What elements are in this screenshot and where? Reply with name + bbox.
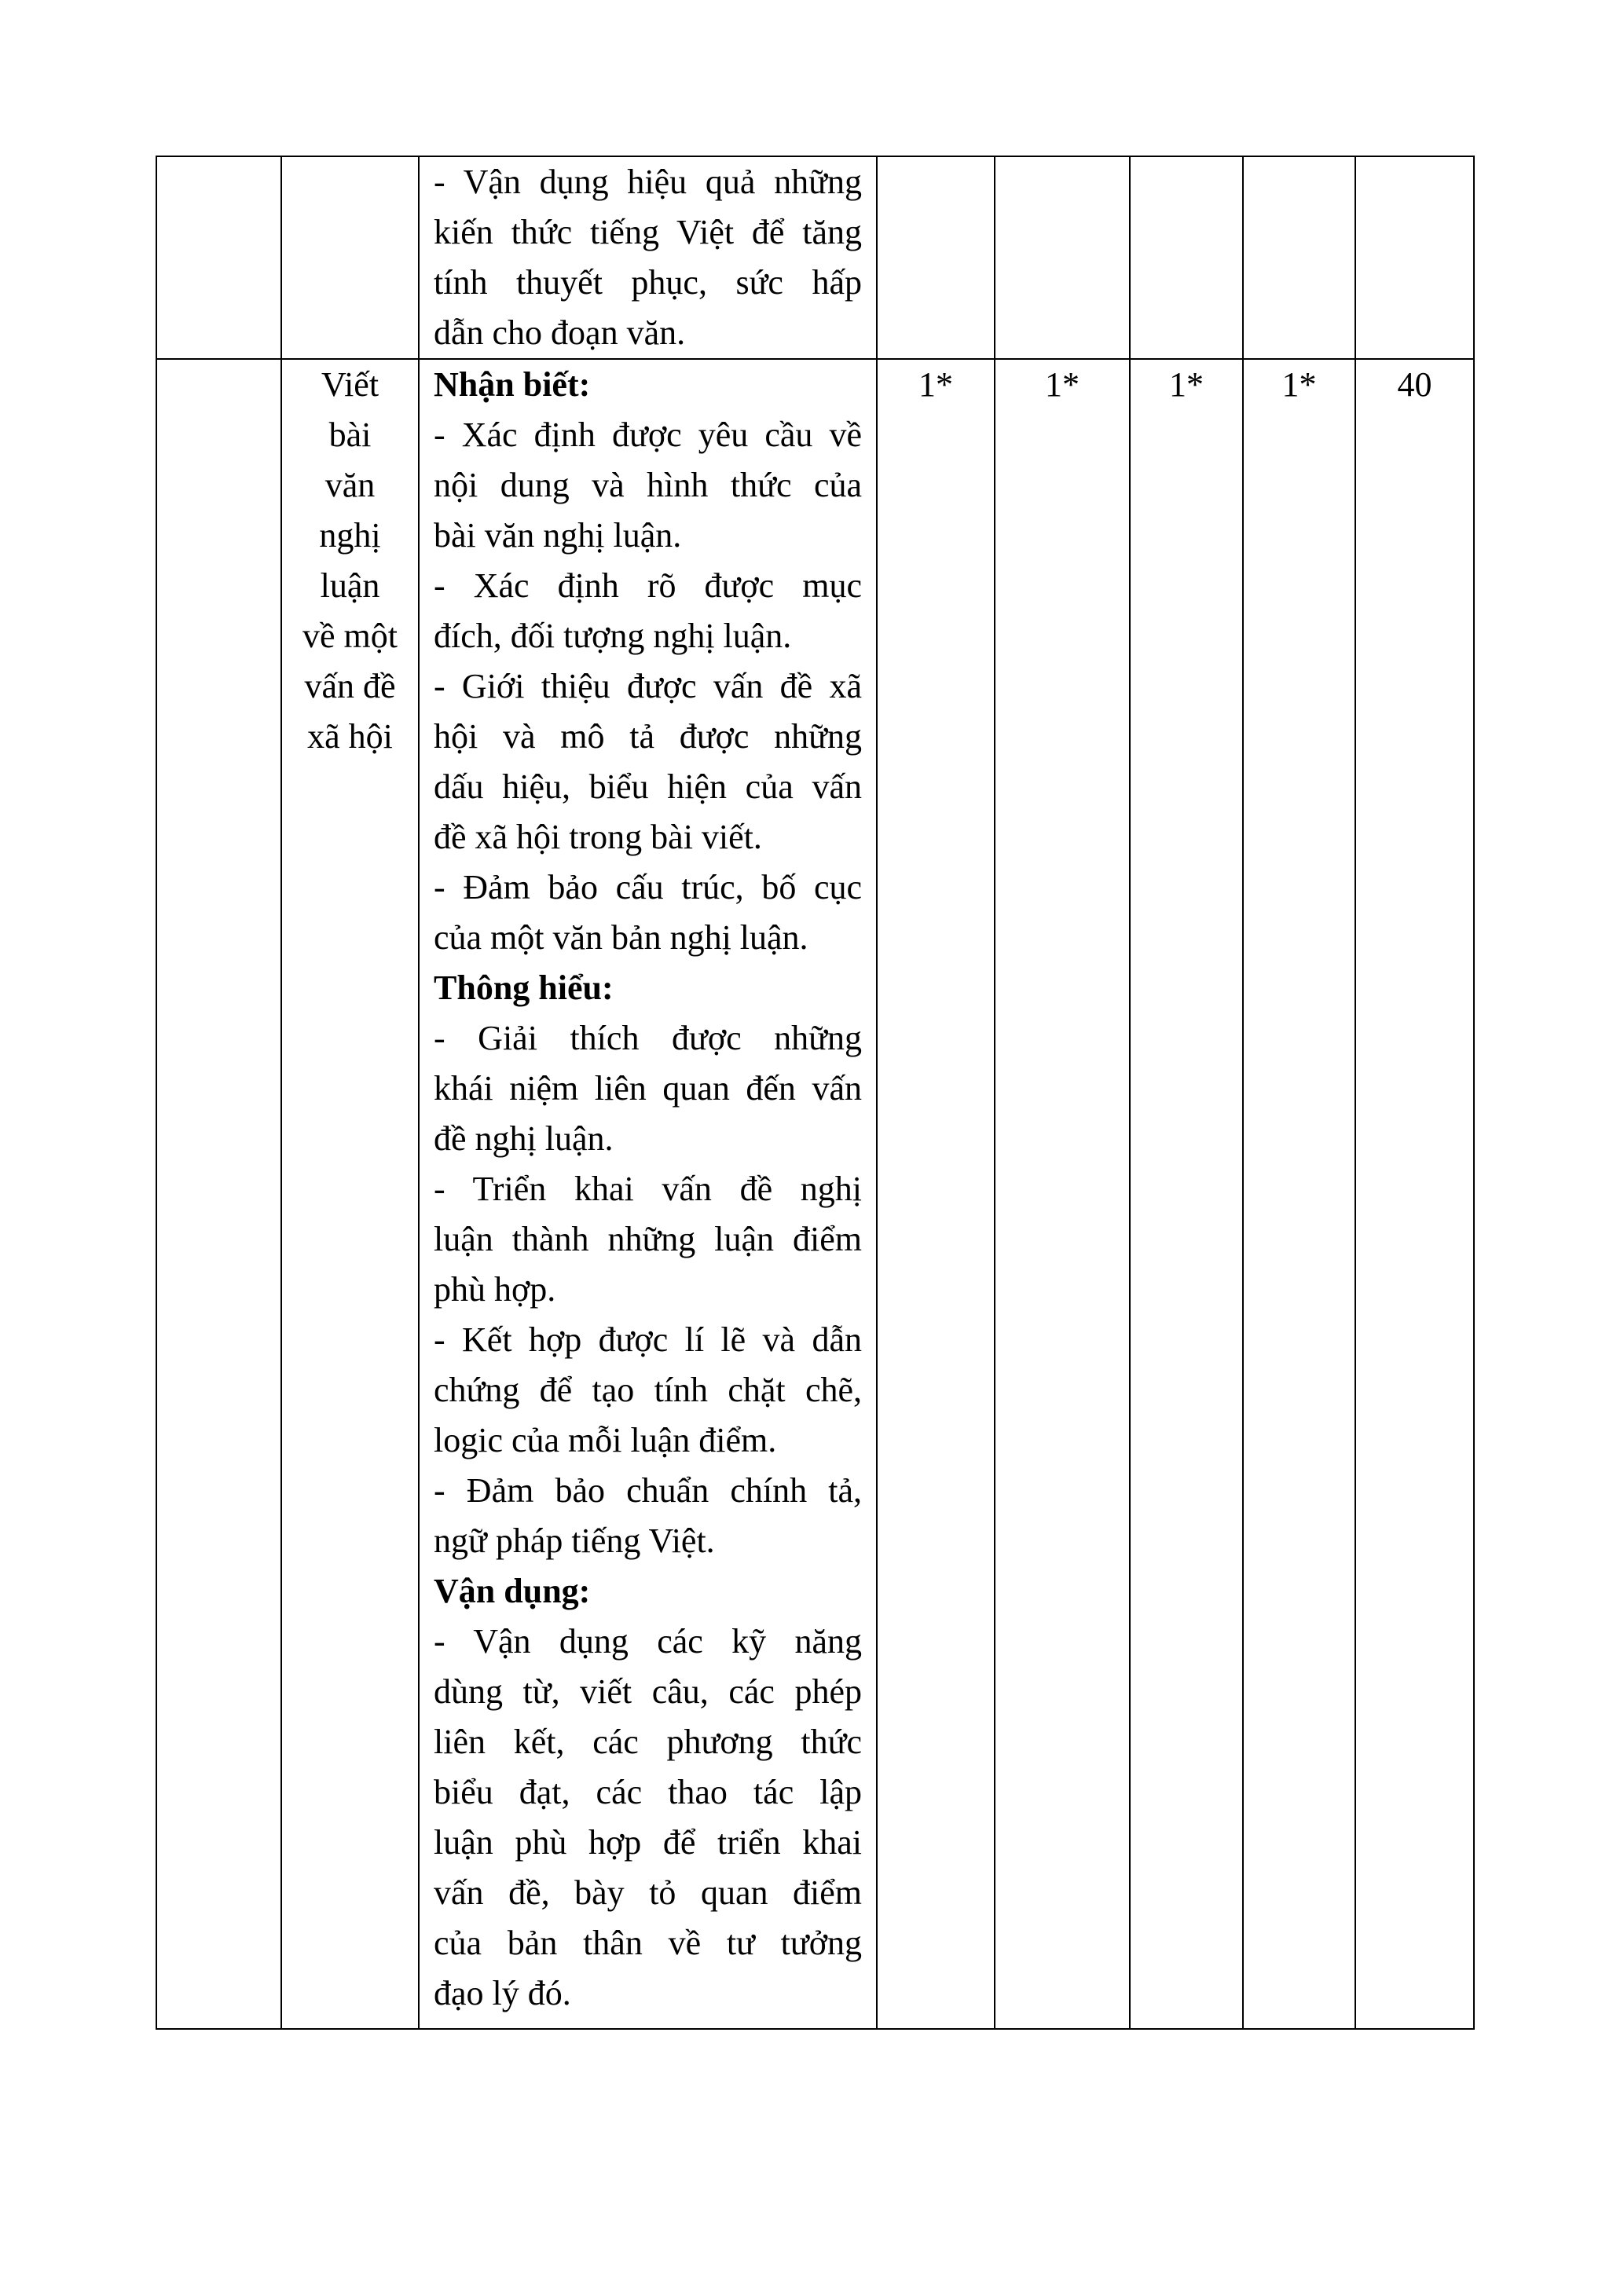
- comprehension-line: khái niệm liên quan đến vấn: [434, 1069, 862, 1108]
- cell-requirements: [419, 359, 877, 2029]
- recognition-heading: Nhận biết:: [434, 365, 591, 404]
- cell-total: 40: [1355, 359, 1474, 2029]
- recognition-line: - Giới thiệu được vấn đề xã: [434, 667, 862, 705]
- recognition-line: - Đảm bảo cấu trúc, bố cục: [434, 868, 862, 906]
- comprehension-line: - Giải thích được những: [434, 1019, 862, 1057]
- application-line: biểu đạt, các thao tác lập: [434, 1773, 862, 1811]
- recognition-line: - Xác định rõ được mục: [434, 566, 862, 605]
- comprehension-line: logic của mỗi luận điểm.: [434, 1421, 777, 1459]
- comprehension-line: - Đảm bảo chuẩn chính tả,: [434, 1471, 862, 1510]
- cell-index: [156, 156, 281, 359]
- cell-count-application: 1*: [1130, 359, 1243, 2029]
- requirement-line: dẫn cho đoạn văn.: [434, 313, 686, 352]
- comprehension-line: đề nghị luận.: [434, 1119, 614, 1158]
- topic-line: vấn đề: [304, 667, 396, 705]
- topic-line: văn: [324, 466, 376, 504]
- cell-count-comprehension: [995, 156, 1130, 359]
- comprehension-line: - Kết hợp được lí lẽ và dẫn: [434, 1320, 862, 1359]
- recognition-line: bài văn nghị luận.: [434, 516, 682, 555]
- assessment-matrix-table: [156, 156, 1475, 2030]
- recognition-line: của một văn bản nghị luận.: [434, 918, 808, 957]
- cell-requirements: [419, 156, 877, 359]
- requirement-line: - Vận dụng hiệu quả những: [434, 163, 862, 201]
- recognition-line: nội dung và hình thức của: [434, 466, 862, 504]
- comprehension-line: ngữ pháp tiếng Việt.: [434, 1522, 715, 1560]
- table-row-continued: [156, 156, 1474, 359]
- cell-count-high-application: [1243, 156, 1355, 359]
- comprehension-line: chứng để tạo tính chặt chẽ,: [434, 1371, 862, 1409]
- recognition-line: đích, đối tượng nghị luận.: [434, 617, 792, 655]
- application-line: của bản thân về tư tưởng: [434, 1924, 862, 1962]
- recognition-line: hội và mô tả được những: [434, 717, 862, 756]
- cell-topic: [281, 156, 419, 359]
- requirement-line: tính thuyết phục, sức hấp: [434, 263, 862, 302]
- application-line: đạo lý đó.: [434, 1974, 571, 2012]
- topic-line: xã hội: [307, 717, 393, 756]
- topic-line: luận: [320, 566, 380, 605]
- cell-count-application: [1130, 156, 1243, 359]
- application-line: - Vận dụng các kỹ năng: [434, 1622, 862, 1661]
- application-line: vấn đề, bày tỏ quan điểm: [434, 1873, 862, 1912]
- topic-line: bài: [328, 416, 372, 454]
- recognition-line: đề xã hội trong bài viết.: [434, 818, 762, 856]
- comprehension-line: - Triển khai vấn đề nghị: [434, 1170, 862, 1208]
- comprehension-line: phù hợp.: [434, 1270, 556, 1309]
- recognition-line: - Xác định được yêu cầu về: [434, 416, 862, 454]
- comprehension-line: luận thành những luận điểm: [434, 1220, 862, 1258]
- cell-topic: [281, 359, 419, 2029]
- cell-count-recognition: [877, 156, 995, 359]
- comprehension-heading: Thông hiểu:: [434, 969, 614, 1007]
- application-line: luận phù hợp để triển khai: [434, 1823, 862, 1862]
- topic-line: nghị: [319, 516, 381, 555]
- cell-total: [1355, 156, 1474, 359]
- cell-index: [156, 359, 281, 2029]
- cell-count-recognition: 1*: [877, 359, 995, 2029]
- application-line: liên kết, các phương thức: [434, 1723, 862, 1761]
- table-row-writing: [156, 359, 1474, 2029]
- recognition-line: dấu hiệu, biểu hiện của vấn: [434, 767, 862, 806]
- topic-line: về một: [302, 617, 398, 655]
- topic-line: Viết: [321, 365, 379, 404]
- cell-count-comprehension: 1*: [995, 359, 1130, 2029]
- cell-count-high-application: 1*: [1243, 359, 1355, 2029]
- requirement-line: kiến thức tiếng Việt để tăng: [434, 213, 862, 251]
- application-line: dùng từ, viết câu, các phép: [434, 1672, 862, 1711]
- application-heading: Vận dụng:: [434, 1572, 591, 1610]
